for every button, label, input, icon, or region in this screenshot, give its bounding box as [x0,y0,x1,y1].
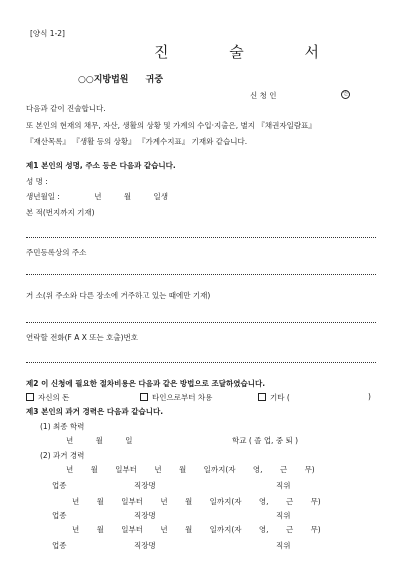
job-business: 업종 [52,511,67,520]
divider [26,274,376,275]
birth-fields: 년 월 일생 [94,192,169,201]
residence-field: 거 소(위 주소와 다른 장소에 거주하고 있는 때에만 기재) [26,291,211,300]
applicant-label: 신 청 인 [250,91,277,100]
phone-field: 연락할 전화(F A X 또는 호출)번호 [26,333,139,342]
court-name [78,72,163,85]
section3-heading: 제3 본인의 과거 경력은 다음과 같습니다. [26,407,164,416]
court-suffix: 귀중 [145,75,164,85]
funding-option[interactable] [258,392,290,403]
applicant-line [250,90,277,101]
funding-option[interactable] [26,392,69,403]
job-business: 업종 [52,541,67,550]
career-period: 년 월 일부터 년 월 일까지(자 영, 근 무) [72,525,321,534]
education-date: 년 월 일 [66,436,133,445]
name-field: 성 명 : [26,177,48,186]
divider [26,322,376,323]
birth-field [26,191,168,202]
funding-option-label: 타인으로부터 차용 [152,393,213,402]
job-position: 직위 [276,481,291,490]
divider [26,237,376,238]
checkbox-icon[interactable] [140,393,148,401]
intro-line: 다음과 같이 진술합니다. [26,104,106,113]
job-workplace: 직장명 [134,541,156,550]
education-status: 학교 ( 졸 업, 중 퇴 ) [232,436,299,445]
birth-label: 생년월일 : [26,192,60,201]
intro-line: 『재산목록』 『생활 등의 상황』 『가계수지표』 기재와 같습니다. [26,137,248,146]
job-position: 직위 [276,511,291,520]
court-name-text: ○○지방법원 [78,75,129,85]
seal-icon: 인 [341,90,350,99]
job-business: 업종 [52,481,67,490]
funding-option-label: 자신의 돈 [38,393,70,402]
section1-heading: 제1 본인의 성명, 주소 등은 다음과 같습니다. [26,161,176,170]
career-label: (2) 과거 경력 [40,451,85,460]
domicile-field: 본 적(번지까지 기재) [26,208,95,217]
address-field: 주민등록상의 주소 [26,248,87,257]
job-workplace: 직장명 [134,511,156,520]
funding-option[interactable] [140,392,212,403]
funding-option-label: 기타 ( [270,393,290,402]
checkbox-icon[interactable] [258,393,266,401]
career-period: 년 월 일부터 년 월 일까지(자 영, 근 무) [66,465,315,474]
checkbox-icon[interactable] [26,393,34,401]
section2-heading: 제2 이 신청에 필요한 절차비용은 다음과 같은 방법으로 조달하였습니다. [26,379,266,388]
job-workplace: 직장명 [134,481,156,490]
job-position: 직위 [276,541,291,550]
divider [26,362,376,363]
page-title: 진 술 서 [154,43,348,61]
intro-line: 또 본인의 현재의 채무, 자산, 생활의 상황 및 가계의 수입·지출은, 별지 『채권자일람표』 [26,121,316,130]
funding-close-paren: ) [368,392,371,401]
form-id: [양식 1-2] [30,29,65,38]
career-period: 년 월 일부터 년 월 일까지(자 영, 근 무) [72,497,321,506]
education-label: (1) 최종 학력 [40,422,85,431]
